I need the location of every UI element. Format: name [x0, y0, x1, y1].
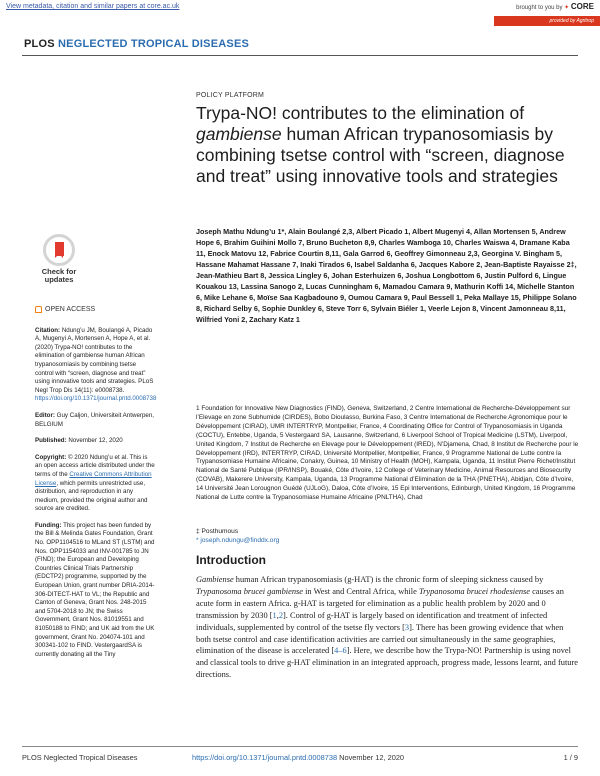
- journal-name: NEGLECTED TROPICAL DISEASES: [58, 38, 250, 50]
- intro-italic-gambiense: Gambiense: [196, 575, 234, 584]
- check-for-updates-button[interactable]: [30, 234, 88, 296]
- author-list: Joseph Mathu Ndung’u 1*, Alain Boulangé 2,3, Albert Picado 1, Albert Mugenyi 4, Allan Mortensen 5, Andrew Hope 6, Brahim Guihini Mollo 7, Bruno Bucheton 8,9, Charles Wamboga 10, Charles Waiswa 4, Dramane Kaba 11, Enock Matovu 12, Fabrice Courtin 8,11, Gala Garrod 6, Geoffrey Gimonneau 2,3, Georgina V. Bingham 5, Hassane Mahamat Hassane 7, Inaki Tirados 6, Isabel Saldanha 6, Jacques Kabore 2, Jean-Baptiste Rayaisse 2‡, Jean-Mathieu Bart 8, Jessica Lingley 6, Johan Esterhuizen 6, Joshua Longbottom 6, Justin Pulford 6, Lingue Kouakou 13, Lassina Sanogo 2, Lucas Cunningham 6, Mamadou Camara 9, Mathurin Koffi 14, Michelle Stanton 6, Mike Lehane 6, Moïse Saa Kagbadouno 9, Oumou Camara 9, Paul Bessell 1, Peka Mallaye 15, Philippe Solano 8, Richard Selby 6, Sophie Dunkley 6, Steve Torr 6, Sylvain Biéler 1, Veerle Lejon 8, Vincent Jamonneau 8,11, Wilfried Yoni 2, Zachary Katz 1: [196, 227, 577, 324]
- citation-text: Ndung’u JM, Boulangé A, Picado A, Mugenyi A, Mortensen A, Hope A, et al. (2020) Trypa-NO! contributes to the elimination of gambiense human African trypanosomiasis by combining tsetse control with “screen, diagnose and treat” using innovative tools and strategies. PLoS Negl Trop Dis 14(11): e0008738.: [35, 326, 154, 394]
- check-label-line2: updates: [44, 275, 74, 284]
- page-number: 1 / 9: [563, 753, 578, 762]
- reference-link[interactable]: 4–6: [334, 646, 347, 656]
- intro-text: human African trypanosomiasis (g-HAT) is the chronic form of sleeping sickness caused by: [233, 575, 544, 584]
- citation-label: Citation:: [35, 326, 61, 334]
- header-rule: [22, 55, 578, 56]
- funding-label: Funding:: [35, 521, 62, 529]
- posthumous-note: ‡ Posthumous: [196, 528, 239, 535]
- core-logo-text: CORE: [570, 2, 594, 11]
- check-for-updates-label: [30, 268, 88, 284]
- reference-link[interactable]: 2: [278, 610, 284, 620]
- intro-italic-tbr: Trypanosoma brucei rhodesiense: [418, 586, 530, 596]
- editor-label: Editor:: [35, 411, 55, 419]
- open-access-label: OPEN ACCESS: [45, 306, 96, 313]
- corresponding-email[interactable]: * joseph.ndungu@finddx.org: [196, 537, 280, 544]
- published-label: Published:: [35, 437, 67, 445]
- introduction-heading: Introduction: [196, 553, 266, 567]
- article-section: POLICY PLATFORM: [196, 92, 265, 99]
- introduction-paragraph: [196, 574, 580, 681]
- published-date: November 12, 2020: [66, 437, 123, 445]
- intro-text: ]. There has been growing evidence that when both tsetse control and case identification activities are carried out simultaneously in the same geographies, elimination of the disease is accelerated [: [196, 622, 564, 656]
- affiliations: 1 Foundation for Innovative New Diagnostics (FIND), Geneva, Switzerland, 2 Centre International de Recherche-Développement sur l’Elevage en zone Subhumide (CIRDES), Bobo Dioulasso, Burkina Faso, 3 Centre International de Recherche Agronomique pour le Développement (CIRAD), UMR INTERTRYP, Montpellier, France, 4 Coordinating Office for Control of Trypanosomiasis in Uganda (COCTU), Entebbe, Uganda, 5 Vestergaard SA, Lausanne, Switzerland, 6 Liverpool School of Tropical Medicine (LSTM), Liverpool, United Kingdom, 7 Institut de Recherche en Elevage pour le Développement (IRED), N’Djamena, Chad, 8 Institut de Recherche pour le Développement (IRD), INTERTRYP, CIRAD, Université Montpellier, Montpellier, France, 9 Programme National de Lutte contre la Trypanosomiase Humaine Africaine, Conakry, Guinea, 10 Ministry of Health (MOH), Kampala, Uganda, 11 Institut Pierre Richet/Institut National de Santé Publique (IPR/INSP), Bouaké, Côte d’Ivoire, 12 College of Veterinary Medicine, Animal Resources and Biosecurity (COVAB), Makerere University, Kampala, Uganda, 13 Programme National d’Elimination de la THA (PNETHA), Abidjan, Côte d’Ivoire, 14 Université Jean Lorougnon Guédé (UJLoG), Daloa, Côte d’Ivoire, 15 Epi Interventions, Edinburgh, United Kingdom, 16 Programme National de Lutte contre la Trypanosomiase Humaine Africaine (PNLTHA), Chad: [196, 405, 579, 502]
- copyright-block: [35, 454, 155, 514]
- core-topbar: [0, 0, 600, 28]
- reference-link[interactable]: 3: [404, 622, 410, 632]
- license-link[interactable]: Creative Commons Attribution License: [35, 470, 152, 487]
- open-access-icon: [35, 306, 42, 313]
- intro-text: ,: [276, 610, 279, 620]
- title-post: human African trypanosomiasis by combining tsetse control with “screen, diagnose and treat” using innovative tools and strategies: [196, 124, 565, 186]
- provided-by-ribbon[interactable]: provided by Agritrop: [494, 16, 600, 26]
- intro-italic-tbg: Trypanosoma brucei gambiense: [196, 586, 304, 596]
- copyright-text: , which permits unrestricted use, distribution, and reproduction in any medium, provided the original author and source are credited.: [35, 479, 148, 513]
- open-access-badge: [35, 306, 155, 315]
- core-logo-icon: ✦: [564, 5, 570, 11]
- intro-text: causes an acute form in eastern Africa. g-HAT is targeted for elimination as a public health problem by 2020 and 0 transmission by 2030 [: [196, 586, 564, 620]
- page-footer: [22, 753, 578, 762]
- article-sidebar: [35, 306, 155, 667]
- author-notes: [196, 527, 279, 545]
- footer-doi-link[interactable]: https://doi.org/10.1371/journal.pntd.0008738: [192, 753, 338, 762]
- title-italic: gambiense: [196, 124, 282, 144]
- citation-block: [35, 327, 155, 404]
- published-block: [35, 437, 155, 446]
- bookmark-tip: [55, 254, 63, 258]
- footer-doi-group: [192, 753, 404, 762]
- intro-text: in West and Central Africa, while: [303, 586, 419, 596]
- funding-text: This project has been funded by the Bill & Melinda Gates Foundation, Grant No. OPP1104516 to MLand ST (LSTM) and Nos. OPP1154033 and INV-001785 to JN (FIND); the European and Developing Countries Clinical Trials Partnership (EDCTP2) programme, supported by the European Union, grant number DRIA-2014-306-DITECT-HAT to VL; the Republic and Canton of Geneva, Grant Nos. 248-2015 and 5704-2018 to JN; the Swiss Government, Grant Nos. 81019551 and 81050188 to FIND; and UK aid from the UK government, Grant No. 204074-101 and 300341-102 to FIND. VestergaardSA is currently donating all the Tiny: [35, 521, 155, 658]
- brought-by-text: brought to you by: [516, 5, 563, 11]
- core-metadata-link[interactable]: View metadata, citation and similar papers at core.ac.uk: [6, 3, 180, 10]
- publisher-name: PLOS: [24, 38, 55, 50]
- footer-date: November 12, 2020: [339, 753, 405, 762]
- editor-block: [35, 412, 155, 429]
- footer-rule: [22, 746, 578, 747]
- title-pre: Trypa-NO! contributes to the elimination of: [196, 103, 525, 123]
- article-title: [196, 103, 576, 187]
- copyright-label: Copyright:: [35, 453, 67, 461]
- check-label-line1: Check for: [41, 267, 77, 276]
- citation-doi-link[interactable]: https://doi.org/10.1371/journal.pntd.0008738: [35, 395, 157, 403]
- intro-text: ]. Here, we describe how the Trypa-NO! Partnership is using novel and classical tools to drive g-HAT elimination in an integrated approach, progress made, lessons learnt, and future directions.: [196, 646, 578, 680]
- core-branding: [516, 2, 594, 11]
- footer-journal: PLOS Neglected Tropical Diseases: [22, 753, 138, 762]
- copyright-text: © 2020 Ndung’u et al. This is an open access article distributed under the terms of the: [35, 453, 155, 478]
- editor-text: Guy Caljon, Universiteit Antwerpen, BELGIUM: [35, 411, 154, 428]
- check-for-updates-icon: [43, 234, 75, 266]
- funding-block: [35, 522, 155, 660]
- journal-header: [24, 38, 249, 50]
- intro-text: ]. Control of g-HAT is largely based on identification and treatment of infected individuals, supplemented by control of the tsetse fly vectors [: [196, 610, 548, 632]
- reference-link[interactable]: 1: [272, 610, 277, 620]
